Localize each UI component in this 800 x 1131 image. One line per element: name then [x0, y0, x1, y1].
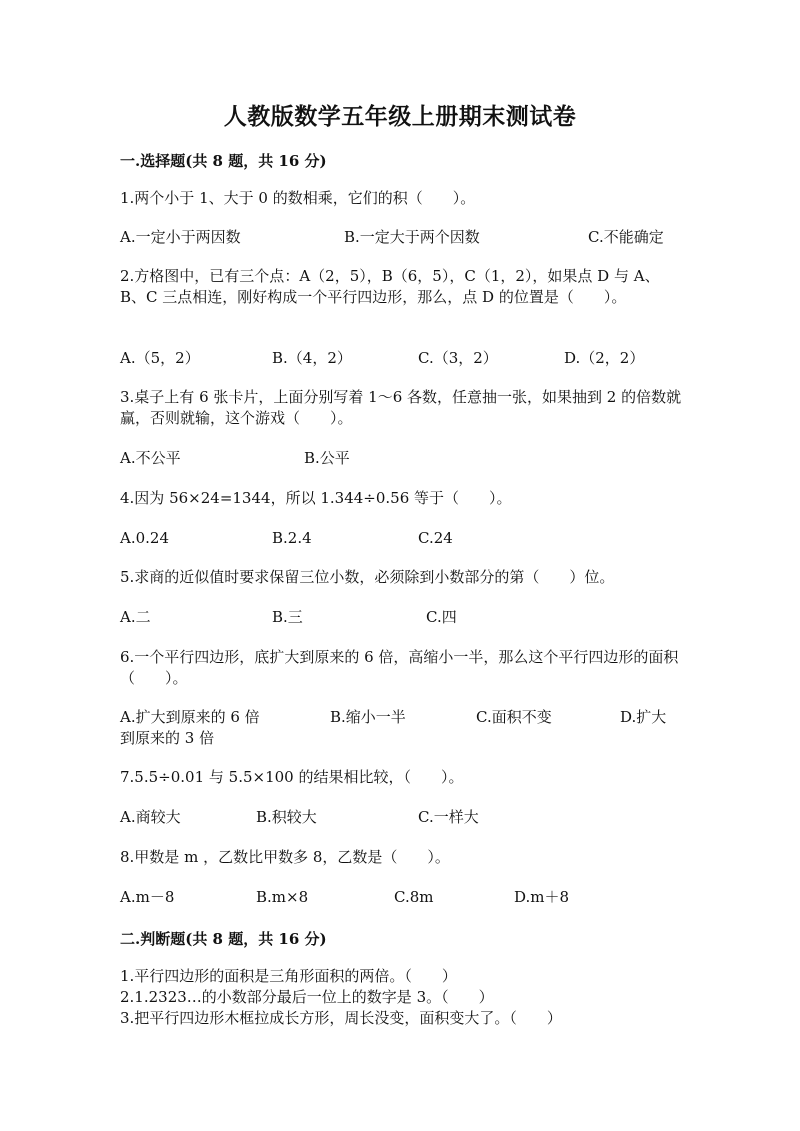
options-6-wrap — [120, 728, 680, 749]
option-1c: C.不能确定 — [588, 228, 664, 246]
options-2 — [120, 348, 680, 369]
section-heading-choice: 一.选择题(共 8 题，共 16 分) — [120, 152, 327, 170]
option-7a: A.商较大 — [120, 808, 181, 826]
option-7b: B.积较大 — [256, 808, 317, 826]
option-7c: C.一样大 — [418, 808, 479, 826]
option-3b: B.公平 — [304, 449, 350, 467]
options-5 — [120, 607, 680, 628]
option-4b: B.2.4 — [272, 529, 312, 547]
option-2c: C.（3，2） — [418, 349, 498, 367]
option-6a: A.扩大到原来的 6 倍 — [120, 708, 260, 726]
option-6d: D.扩大 — [620, 708, 667, 726]
option-8c: C.8m — [394, 888, 434, 906]
options-3 — [120, 448, 680, 469]
judge-item-3: 3.把平行四边形木框拉成长方形，周长没变，面积变大了。（ ） — [120, 1009, 562, 1027]
question-4: 4.因为 56×24=1344，所以 1.344÷0.56 等于（ ）。 — [120, 489, 512, 507]
option-6b: B.缩小一半 — [330, 708, 406, 726]
option-1a: A.一定小于两因数 — [120, 228, 241, 246]
options-6 — [120, 707, 680, 728]
question-3: 3.桌子上有 6 张卡片，上面分别写着 1～6 各数，任意抽一张，如果抽到 2 的倍数就赢，否则就输，这个游戏（ ）。 — [120, 388, 682, 427]
option-8a: A.m－8 — [120, 888, 175, 906]
question-6: 6.一个平行四边形，底扩大到原来的 6 倍，高缩小一半，那么这个平行四边形的面积（ ）。 — [120, 648, 679, 687]
options-1 — [120, 227, 680, 248]
question-1: 1.两个小于 1、大于 0 的数相乘，它们的积（ ）。 — [120, 189, 476, 207]
option-8b: B.m×8 — [256, 888, 309, 906]
option-2a: A.（5，2） — [120, 349, 200, 367]
option-5c: C.四 — [426, 608, 457, 626]
option-3a: A.不公平 — [120, 449, 181, 467]
question-7: 7.5.5÷0.01 与 5.5×100 的结果相比较，（ ）。 — [120, 768, 464, 786]
section-heading-judge: 二.判断题(共 8 题，共 16 分) — [120, 930, 327, 948]
option-6c: C.面积不变 — [476, 708, 552, 726]
page-title: 人教版数学五年级上册期末测试卷 — [223, 103, 577, 130]
option-2b: B.（4，2） — [272, 349, 352, 367]
option-8d: D.m＋8 — [514, 888, 570, 906]
option-6d-continued: 到原来的 3 倍 — [120, 729, 215, 747]
options-7 — [120, 807, 680, 828]
question-8: 8.甲数是 m ，乙数比甲数多 8，乙数是（ ）。 — [120, 848, 450, 866]
option-5a: A.二 — [120, 608, 151, 626]
option-2d: D.（2，2） — [564, 349, 645, 367]
question-5: 5.求商的近似值时要求保留三位小数，必须除到小数部分的第（ ）位。 — [120, 568, 615, 586]
option-1b: B.一定大于两个因数 — [344, 228, 480, 246]
option-4a: A.0.24 — [120, 529, 169, 547]
option-5b: B.三 — [272, 608, 303, 626]
question-2: 2.方格图中，已有三个点：A（2，5），B（6，5），C（1，2），如果点 D 与 A、B、C 三点相连，刚好构成一个平行四边形，那么，点 D 的位置是（ ）。 — [120, 267, 660, 306]
judge-item-2: 2.1.2323…的小数部分最后一位上的数字是 3。（ ） — [120, 988, 494, 1006]
judge-item-1: 1.平行四边形的面积是三角形面积的两倍。（ ） — [120, 967, 457, 985]
options-4 — [120, 528, 680, 549]
options-8 — [120, 887, 680, 908]
option-4c: C.24 — [418, 529, 453, 547]
